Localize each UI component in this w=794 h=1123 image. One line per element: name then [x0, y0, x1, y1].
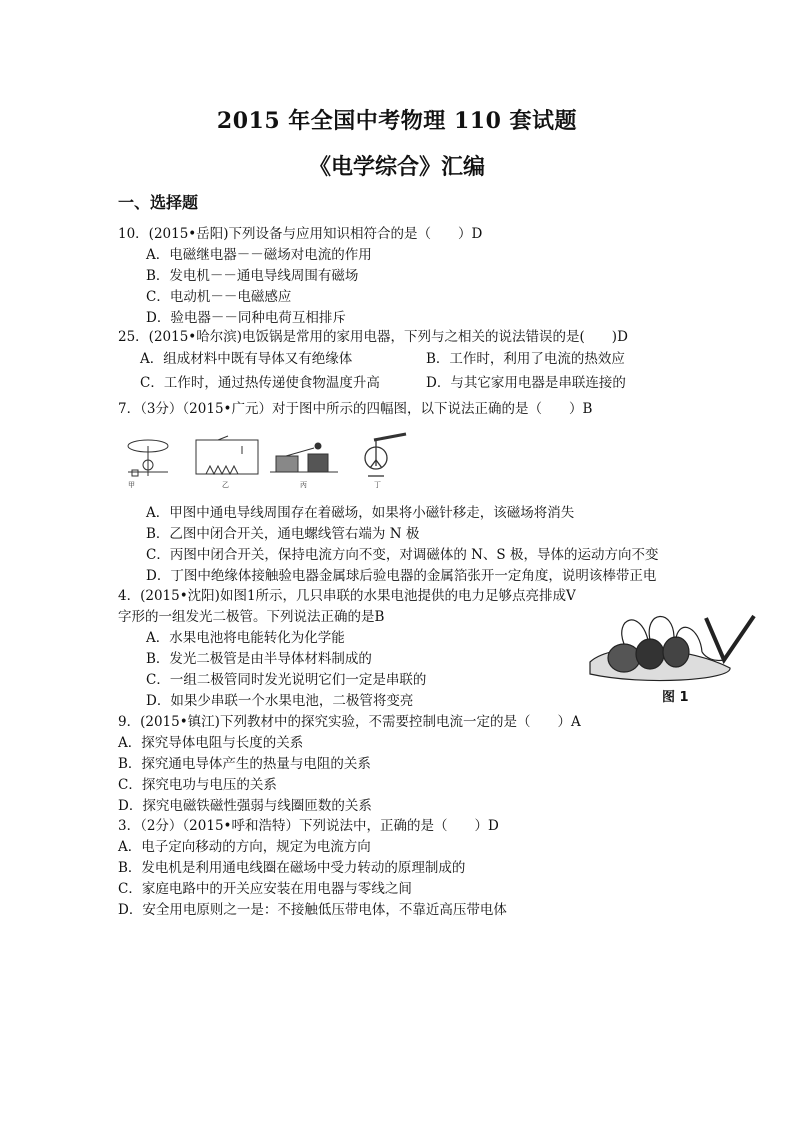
question-3-option-b: B．发电机是利用通电线圈在磁场中受力转动的原理制成的 — [118, 860, 466, 876]
question-10-stem: 10．(2015•岳阳)下列设备与应用知识相符合的是（ ）D — [118, 226, 483, 242]
question-4-option-a: A．水果电池将电能转化为化学能 — [146, 630, 345, 646]
document-title: 2015 年全国中考物理 110 套试题 — [216, 108, 578, 134]
figure-bing-motor — [270, 443, 338, 472]
question-7-stem: 7．（3分）（2015•广元）对于图中所示的四幅图，以下说法正确的是（ ）B — [118, 401, 593, 417]
figure-yi-solenoid — [196, 436, 258, 474]
question-25-option-b: B．工作时，利用了电流的热效应 — [426, 351, 625, 367]
question-7-option-c: C．丙图中闭合开关，保持电流方向不变，对调磁体的 N、S 极，导体的运动方向不变 — [146, 547, 659, 563]
question-9-stem: 9．(2015•镇江)下列教材中的探究实验，不需要控制电流一定的是（ ）A — [118, 714, 581, 730]
figure-label-jia: 甲 — [128, 481, 135, 489]
question-9-option-a: A．探究导体电阻与长度的关系 — [118, 735, 304, 751]
question-4-option-c: C．一组二极管同时发光说明它们一定是串联的 — [146, 672, 427, 688]
question-4-option-d: D．如果少串联一个水果电池，二极管将变亮 — [146, 693, 414, 709]
question-3-option-c: C．家庭电路中的开关应安装在用电器与零线之间 — [118, 881, 412, 897]
question-4-stem-line-2: 字形的一组发光二极管。下列说法正确的是B — [118, 609, 385, 625]
figure-label-yi: 乙 — [222, 481, 229, 489]
question-9-option-d: D．探究电磁铁磁性强弱与线圈匝数的关系 — [118, 798, 372, 814]
question-10-option-b: B．发电机－－通电导线周围有磁场 — [146, 268, 359, 284]
question-7-option-a: A．甲图中通电导线周围存在着磁场，如果将小磁针移走，该磁场将消失 — [146, 505, 575, 521]
figure-label-ding: 丁 — [374, 481, 381, 489]
question-3-stem: 3．（2分）（2015•呼和浩特）下列说法中，正确的是（ ）D — [118, 818, 499, 834]
question-7-option-d: D．丁图中绝缘体接触验电器金属球后验电器的金属箔张开一定角度，说明该棒带正电 — [146, 568, 657, 584]
document-subtitle: 《电学综合》汇编 — [308, 154, 485, 180]
question-4-stem-line-1: 4．(2015•沈阳)如图1所示，几只串联的水果电池提供的电力足够点亮排成V — [118, 588, 576, 604]
question-3-option-a: A．电子定向移动的方向，规定为电流方向 — [118, 839, 371, 855]
question-10-option-d: D．验电器－－同种电荷互相排斥 — [146, 310, 346, 326]
figure-ding-electroscope — [365, 434, 406, 476]
fruit-battery-figure — [584, 588, 764, 700]
question-3-option-d: D．安全用电原则之一是：不接触低压带电体，不靠近高压带电体 — [118, 902, 507, 918]
question-25-option-d: D．与其它家用电器是串联连接的 — [426, 375, 626, 391]
question-9-option-c: C．探究电功与电压的关系 — [118, 777, 277, 793]
section-heading: 一、选择题 — [118, 193, 199, 212]
figure-1-caption: 图 1 — [662, 690, 689, 705]
question-10-option-a: A．电磁继电器－－磁场对电流的作用 — [146, 247, 372, 263]
question-25-option-c: C．工作时，通过热传递使食物温度升高 — [140, 375, 380, 391]
question-25-stem: 25．(2015•哈尔滨)电饭锅是常用的家用电器，下列与之相关的说法错误的是( )D — [118, 329, 628, 345]
four-diagrams-figure — [118, 432, 418, 490]
figure-label-bing: 丙 — [300, 481, 307, 489]
question-25-option-a: A．组成材料中既有导体又有绝缘体 — [140, 351, 353, 367]
question-4-option-b: B．发光二极管是由半导体材料制成的 — [146, 651, 372, 667]
fruit-battery-illustration — [590, 616, 754, 681]
question-10-option-c: C．电动机－－电磁感应 — [146, 289, 292, 305]
figure-jia-wire-compass — [128, 440, 168, 476]
question-9-option-b: B．探究通电导体产生的热量与电阻的关系 — [118, 756, 371, 772]
question-7-option-b: B．乙图中闭合开关，通电螺线管右端为 N 极 — [146, 526, 420, 542]
